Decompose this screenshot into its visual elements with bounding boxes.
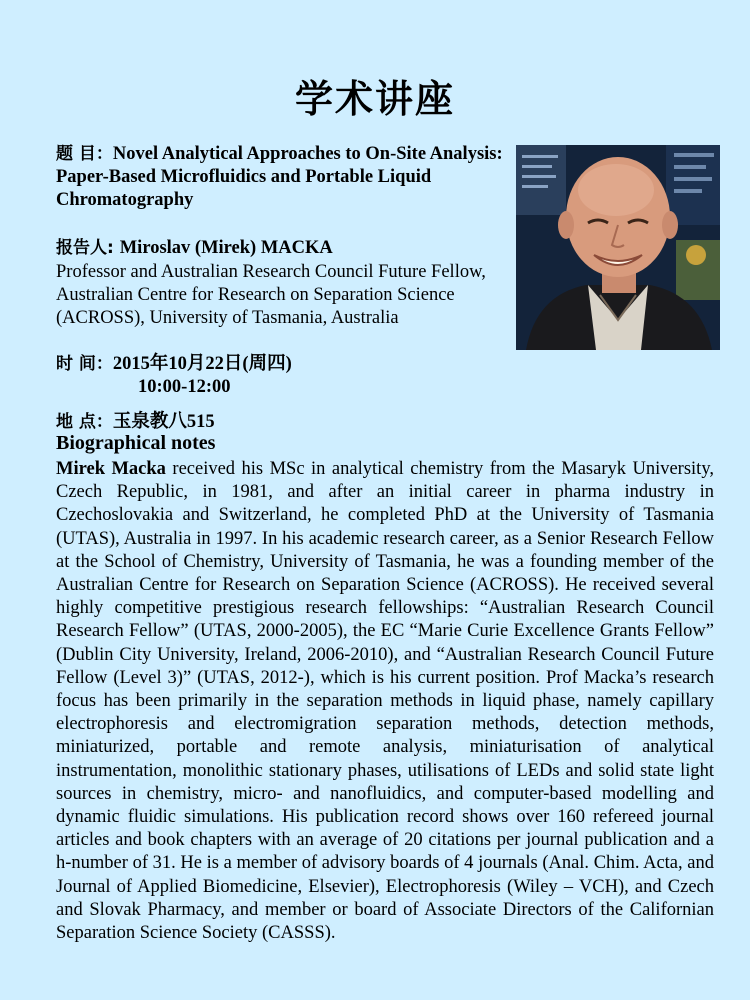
speaker-photo (516, 145, 720, 350)
bio-lead-name: Mirek Macka (56, 459, 166, 479)
page-title: 学术讲座 (294, 77, 455, 121)
topic-text: Novel Analytical Approaches to On-Site Analysis: Paper-Based Microfluidics and Portable Liquid Chromatography (56, 144, 503, 210)
bio-heading: Biographical notes (56, 432, 216, 454)
topic-label: 题 目： (56, 144, 113, 164)
time-hours: 10:00-12:00 (138, 377, 231, 397)
speaker-affiliation: Professor and Australian Research Council Future Fellow, Australian Centre for Research on Separation Science (ACROSS), University of Tasmania, Australia (56, 262, 486, 328)
lecture-time (56, 353, 292, 376)
speaker-label: 报告人: (56, 238, 120, 258)
lecture-venue (56, 411, 215, 434)
time-label: 时 间： (56, 354, 113, 374)
bio-body: received his MSc in analytical chemistry from the Masaryk University, Czech Republic, in 1981, and after an initial career in pharma industry in Czechoslovakia and Switzerland, he completed PhD at the University of Tasmania (UTAS), Australia in 1997. In his academic research career, as a Senior Research Fellow at the School of Chemistry, University of Tasmania, he was a founding member of the Australian Centre for Research on Separation Science (ACROSS). He received several highly competitive prestigious research fellowships: “Australian Research Council Research Fellow” (UTAS, 2000-2005), the EC “Marie Curie Excellence Grants Fellow” (Dublin City University, Ireland, 2006-2010), and “Australian Research Council Future Fellow (Level 3)” (UTAS, 2012-), which is his current position. Prof Macka’s research focus has been primarily in the separation methods in liquid phase, namely capillary electrophoresis and electromigration separation methods, detection methods, miniaturized, portable and remote analysis, miniaturisation of analytical instrumentation, monolithic stationary phases, utilisations of LEDs and solid state light sources in chemistry, micro- and nanofluidics, and computer-based modelling and dynamic fluidic simulations. His publication record shows over 160 refereed journal articles and book chapters with an average of 20 citations per journal publication and a h-number of 31. He is a member of advisory boards of 4 journals (Anal. Chim. Acta, and Journal of Applied Biomedicine, Elsevier), Electrophoresis (Wiley – VCH), and Czech and Slovak Pharmacy, and member or board of Associate Directors of the Californian Separation Science Society (CASSS). (56, 459, 714, 944)
bio-text (56, 458, 714, 945)
venue-label: 地 点： (56, 412, 113, 432)
speaker (56, 237, 333, 260)
speaker-name: Miroslav (Mirek) MACKA (119, 238, 333, 258)
venue-place: 玉泉教八515 (112, 412, 215, 432)
lecture-topic (56, 143, 506, 212)
time-date: 2015年10月22日(周四) (112, 354, 292, 374)
